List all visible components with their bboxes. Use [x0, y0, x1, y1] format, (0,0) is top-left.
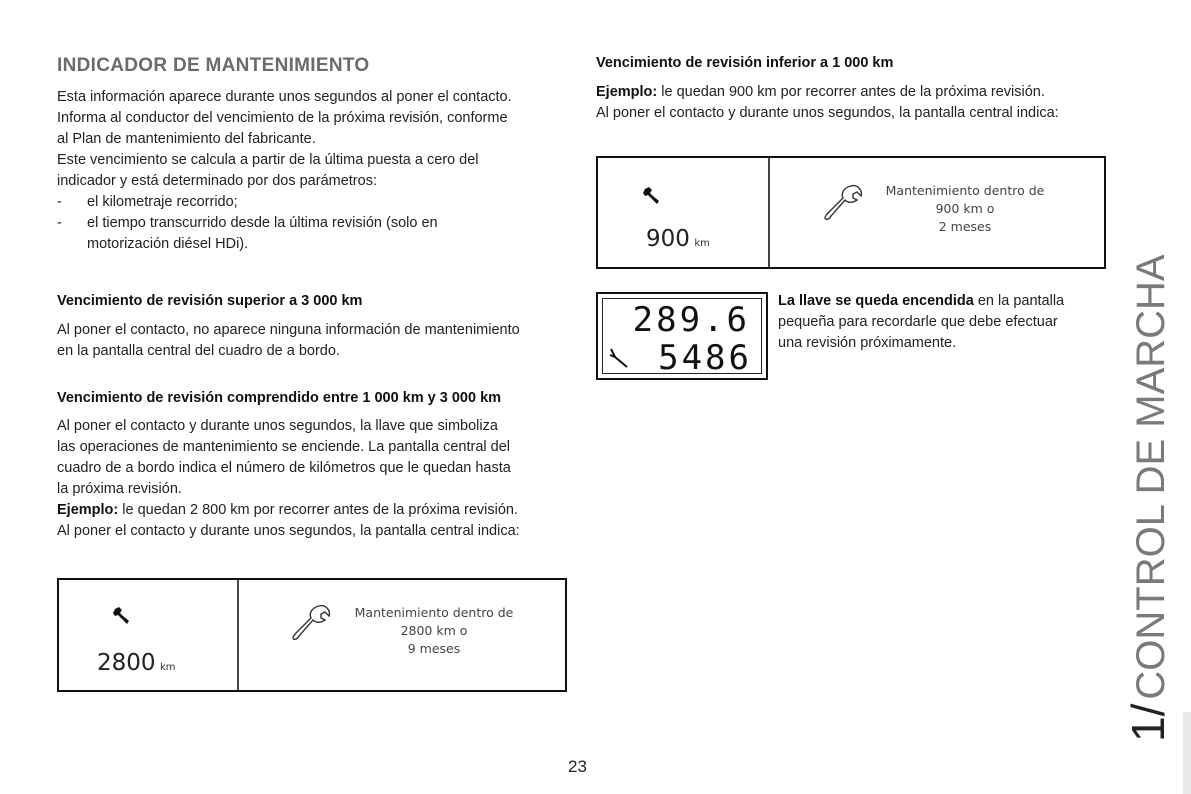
maintenance-message: Mantenimiento dentro de 2800 km o 9 meses	[354, 605, 514, 656]
display-left-pane	[598, 158, 770, 267]
page-number: 23	[568, 757, 587, 776]
list-item: - el kilometraje recorrido;	[57, 194, 238, 210]
note-paragraph: La llave se queda encendida en la pantalla pequeña para recordarle que debe efectuar una revisión próximamente.	[778, 293, 1065, 351]
example-line: Ejemplo: le quedan 2 800 km por recorrer antes de la próxima revisión.	[57, 502, 518, 518]
km-unit: km	[160, 662, 176, 673]
section-paragraph: Al poner el contacto, no aparece ninguna información de mantenimiento en la pantalla central del cuadro de a bordo.	[57, 322, 520, 359]
intro-line: indicador y está determinado por dos parámetros:	[57, 173, 377, 189]
intro-line: Informa al conductor del vencimiento de la próxima revisión, conforme	[57, 110, 508, 126]
intro-line: Esta información aparece durante unos segundos al poner el contacto.	[57, 89, 512, 105]
chapter-tab	[1183, 712, 1191, 794]
intro-line: Este vencimiento se calcula a partir de la última puesta a cero del	[57, 152, 479, 168]
trip-readout: 289.6	[632, 300, 750, 340]
wrench-outline-icon	[823, 182, 865, 233]
display-panel	[596, 156, 1106, 269]
chapter-number: 1/	[1122, 703, 1174, 742]
display-panel	[57, 578, 567, 692]
small-display	[596, 292, 768, 380]
maintenance-message: Mantenimiento dentro de 900 km o 2 meses	[885, 183, 1045, 234]
section-paragraph: Al poner el contacto y durante unos segundos, la llave que simboliza las operaciones de mantenimiento se enciende. La pantalla central del cuadro de a bordo indica el número de kilómetros que le quedan hasta la próxima revisión. Ejemplo: le quedan 2 800 km por recorrer antes de la próxima revisión. Al poner el contacto y durante unos segundos, la pantalla central indica:	[57, 416, 577, 542]
wrench-outline-icon	[291, 602, 333, 653]
odometer-readout: 5486	[658, 338, 752, 378]
chapter-title: CONTROL DE MARCHA	[1129, 254, 1173, 700]
section-heading: Vencimiento de revisión comprendido entre 1 000 km y 3 000 km	[57, 390, 502, 406]
section-heading: Vencimiento de revisión inferior a 1 000 km	[596, 55, 894, 71]
wrench-icon	[112, 606, 134, 631]
chapter-side-label	[1121, 254, 1175, 742]
intro-line: al Plan de mantenimiento del fabricante.	[57, 131, 316, 147]
page-title: INDICADOR DE MANTENIMIENTO	[57, 55, 370, 76]
list-item: - el tiempo transcurrido desde la última revisión (solo en motorización diésel HDi).	[57, 215, 438, 252]
km-value: 900	[646, 226, 690, 252]
section-paragraph: Ejemplo: le quedan 900 km por recorrer antes de la próxima revisión. Al poner el contacto y durante unos segundos, la pantalla central indica:	[596, 82, 1116, 124]
km-unit: km	[694, 238, 710, 249]
parameter-list	[57, 192, 577, 255]
section-heading: Vencimiento de revisión superior a 3 000 km	[57, 293, 363, 309]
example-line: Ejemplo: le quedan 900 km por recorrer antes de la próxima revisión.	[596, 84, 1045, 100]
wrench-icon	[642, 186, 664, 211]
intro-paragraph	[57, 87, 577, 192]
wrench-small-icon	[608, 346, 630, 375]
display-left-pane	[59, 580, 239, 690]
km-value: 2800	[97, 650, 156, 676]
